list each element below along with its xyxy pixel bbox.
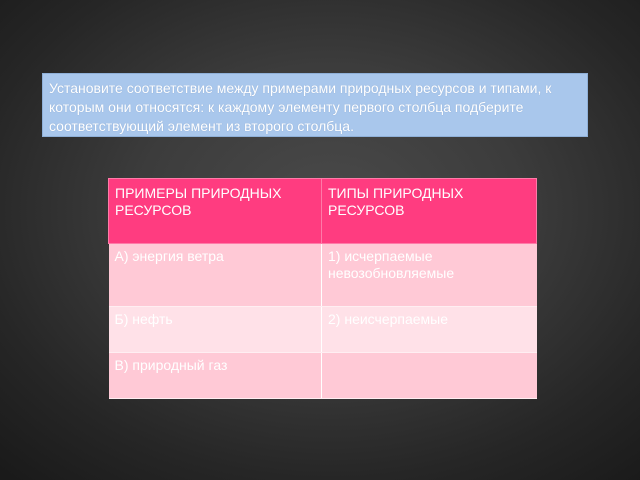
cell-type-empty <box>322 353 537 399</box>
table-row <box>109 244 537 307</box>
cell-type-1: 1) исчерпаемые невозобновляемые <box>322 244 537 307</box>
header-types: ТИПЫ ПРИРОДНЫХ РЕСУРСОВ <box>322 179 537 244</box>
cell-example-a: А) энергия ветра <box>109 244 322 307</box>
table-row <box>109 353 537 399</box>
matching-table <box>108 178 537 399</box>
table-row <box>109 307 537 353</box>
cell-example-c: В) природный газ <box>109 353 322 399</box>
cell-example-b: Б) нефть <box>109 307 322 353</box>
table-header-row <box>109 179 537 244</box>
task-instruction: Установите соответствие между примерами природных ресурсов и типами, к которым они относятся: к каждому элементу первого столбца подберите соответствующий элемент из второго столбца. <box>42 73 588 137</box>
header-examples: ПРИМЕРЫ ПРИРОДНЫХ РЕСУРСОВ <box>109 179 322 244</box>
cell-type-2: 2) неисчерпаемые <box>322 307 537 353</box>
